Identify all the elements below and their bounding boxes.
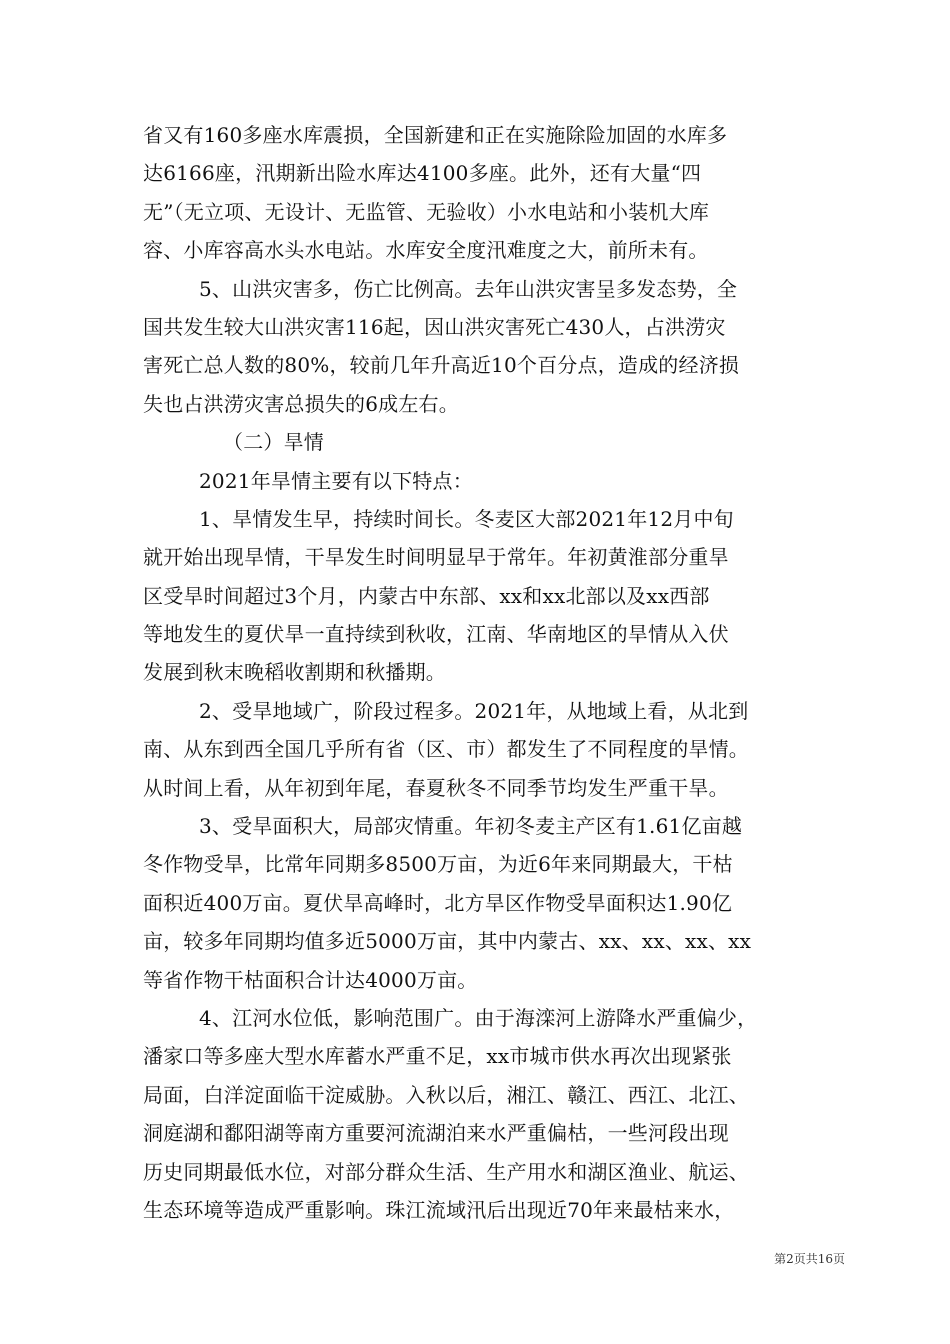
text-line: 南、从东到西全国几乎所有省（区、市）都发生了不同程度的旱情。: [143, 737, 749, 762]
text-line: 省又有160多座水库震损，全国新建和正在实施除险加固的水库多: [143, 123, 728, 147]
text-line: 亩，较多年同期均值多近5000万亩，其中内蒙古、xx、xx、xx、xx: [143, 929, 752, 954]
text-line: 历史同期最低水位，对部分群众生活、生产用水和湖区渔业、航运、: [143, 1159, 749, 1184]
text-line: 生态环境等造成严重影响。珠江流域汛后出现近70年来最枯来水，: [143, 1197, 735, 1222]
document-body: [143, 116, 823, 1229]
text-line: 冬作物受旱，比常年同期多8500万亩，为近6年来同期最大，干枯: [143, 852, 733, 877]
text-line: 害死亡总人数的80%，较前几年升高近10个百分点，造成的经济损: [143, 353, 740, 378]
text-line: 容、小库容高水头水电站。水库安全度汛难度之大，前所未有。: [143, 238, 709, 263]
paragraph-start-line: 2021年旱情主要有以下特点：: [199, 468, 473, 493]
paragraph-start-line: 3、受旱面积大，局部灾情重。年初冬麦主产区有1.61亿亩越: [199, 814, 743, 839]
text-line: 等地发生的夏伏旱一直持续到秋收，江南、华南地区的旱情从入伏: [143, 622, 729, 647]
paragraph-start-line: 4、江河水位低，影响范围广。由于海滦河上游降水严重偏少，: [199, 1005, 758, 1030]
text-line: 等省作物干枯面积合计达4000万亩。: [143, 967, 478, 992]
text-line: 失也占洪涝灾害总损失的6成左右。: [143, 391, 459, 416]
paragraph-start-line: 5、山洪灾害多，伤亡比例高。去年山洪灾害呈多发态势，全: [199, 276, 738, 301]
text-line: 区受旱时间超过3个月，内蒙古中东部、xx和xx北部以及xx西部: [143, 583, 710, 608]
text-line: 发展到秋末晚稻收割期和秋播期。: [143, 660, 446, 685]
section-heading: （二）旱情: [223, 430, 324, 455]
text-line: 洞庭湖和鄱阳湖等南方重要河流湖泊来水严重偏枯，一些河段出现: [143, 1121, 729, 1146]
paragraph-start-line: 2、受旱地域广，阶段过程多。2021年，从地域上看，从北到: [199, 698, 749, 723]
text-line: 面积近400万亩。夏伏旱高峰时，北方旱区作物受旱面积达1.90亿: [143, 890, 733, 915]
text-line: 局面，白洋淀面临干淀威胁。入秋以后，湘江、赣江、西江、北江、: [143, 1082, 749, 1107]
page-number: 第2页共16页: [774, 1252, 845, 1266]
paragraph-start-line: 1、旱情发生早，持续时间长。冬麦区大部2021年12月中旬: [199, 506, 734, 531]
text-line: 从时间上看，从年初到年尾，春夏秋冬不同季节均发生严重干旱。: [143, 775, 729, 800]
text-line: 潘家口等多座大型水库蓄水严重不足，xx市城市供水再次出现紧张: [143, 1044, 732, 1069]
text-line: 国共发生较大山洪灾害116起，因山洪灾害死亡430人，占洪涝灾: [143, 314, 726, 339]
page-footer: [0, 1250, 845, 1267]
text-line: 无”（无立项、无设计、无监管、无验收）小水电站和小装机大库: [143, 199, 710, 224]
text-line: 就开始出现旱情，干旱发生时间明显早于常年。年初黄淮部分重旱: [143, 545, 729, 570]
text-line: 达6166座，汛期新出险水库达4100多座。此外，还有大量“四: [143, 161, 702, 186]
